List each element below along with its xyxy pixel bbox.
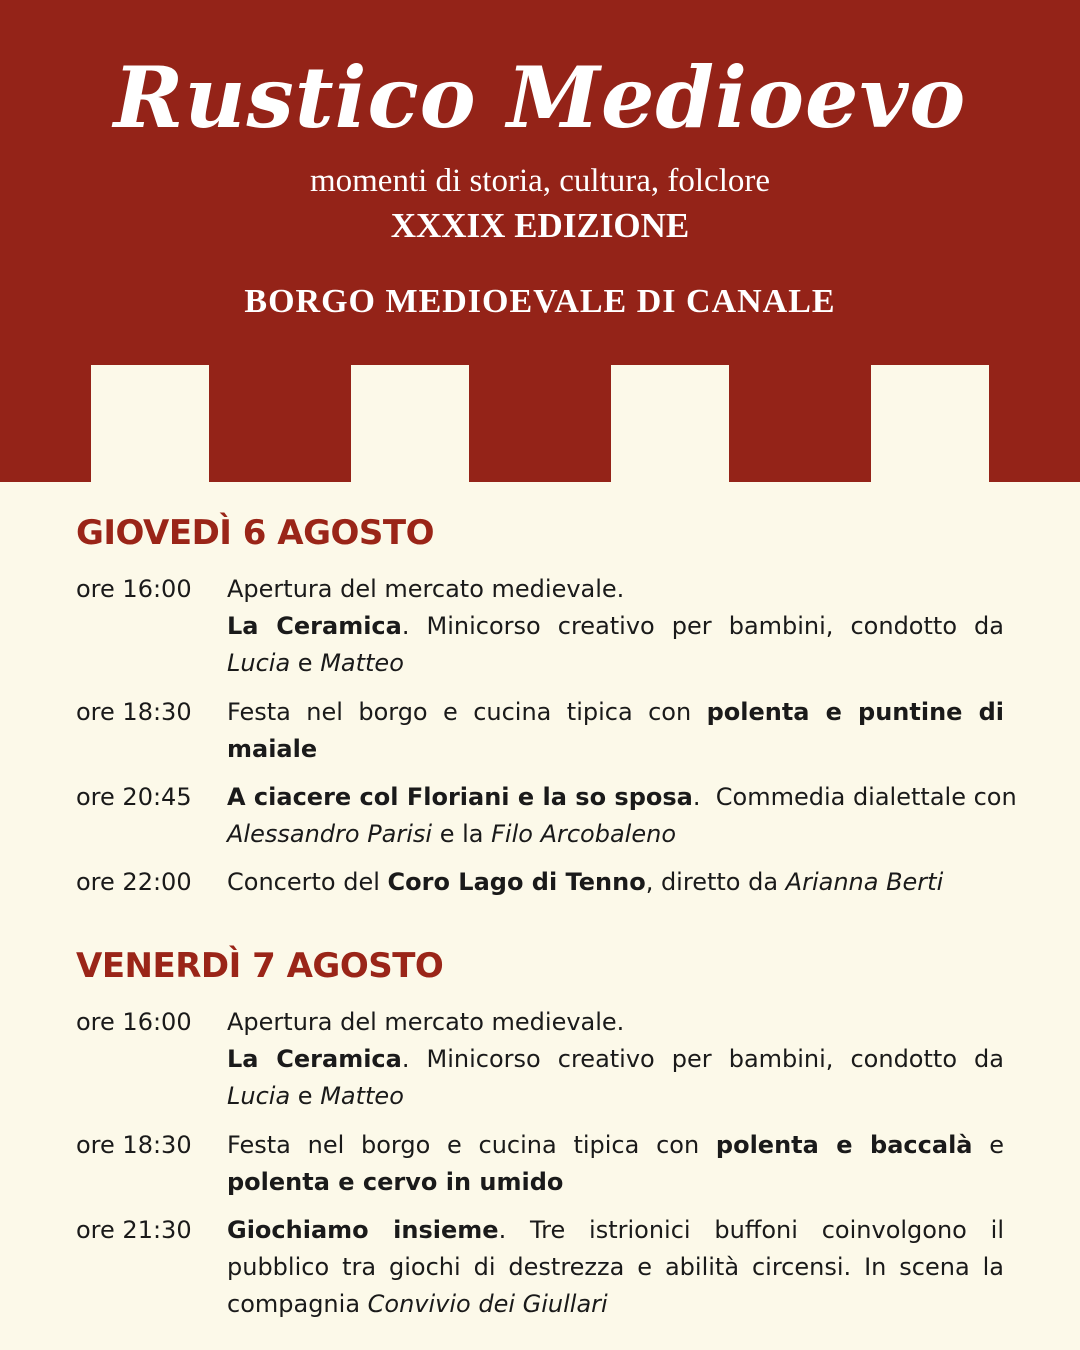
event-description: Giochiamo insieme. Tre istrionici buffoni coinvolgono il pubblico tra giochi di destrezza e abilità circensi. In scena la compagnia Convivio dei Giullari xyxy=(227,1216,1004,1318)
day-heading: VENERDÌ 7 AGOSTO xyxy=(76,946,444,986)
event-time: ore 21:30 xyxy=(76,1216,192,1244)
event-time: ore 20:45 xyxy=(76,783,192,811)
event-location: BORGO MEDIOEVALE DI CANALE xyxy=(244,283,836,320)
event-description: Concerto del Coro Lago di Tenno, diretto da Arianna Berti xyxy=(227,868,944,896)
battlement-merlon xyxy=(351,365,469,482)
event-description: Apertura del mercato medievale. La Ceramica. Minicorso creativo per bambini, condotto da Lucia e Matteo xyxy=(227,575,1004,677)
event-description: Festa nel borgo e cucina tipica con polenta e puntine di maiale xyxy=(227,698,1004,763)
battlement-merlon xyxy=(91,365,209,482)
battlement-merlon xyxy=(871,365,989,482)
event-time: ore 22:00 xyxy=(76,868,192,896)
event-title: Rustico Medioevo xyxy=(113,48,967,147)
event-edition: XXXIX EDIZIONE xyxy=(390,206,690,245)
event-time: ore 18:30 xyxy=(76,1131,192,1159)
event-time: ore 18:30 xyxy=(76,698,192,726)
event-time: ore 16:00 xyxy=(76,575,192,603)
event-subtitle: momenti di storia, cultura, folclore xyxy=(309,163,771,199)
event-description: A ciacere col Floriani e la so sposa. Commedia dialettale con Alessandro Parisi e la Filo Arcobaleno xyxy=(227,783,1017,848)
day-heading: GIOVEDÌ 6 AGOSTO xyxy=(76,513,434,553)
event-description: Apertura del mercato medievale. La Ceramica. Minicorso creativo per bambini, condotto da Lucia e Matteo xyxy=(227,1008,1004,1110)
battlement-merlon xyxy=(611,365,729,482)
event-description: Festa nel borgo e cucina tipica con polenta e baccalà e polenta e cervo in umido xyxy=(227,1131,1004,1196)
event-time: ore 16:00 xyxy=(76,1008,192,1036)
